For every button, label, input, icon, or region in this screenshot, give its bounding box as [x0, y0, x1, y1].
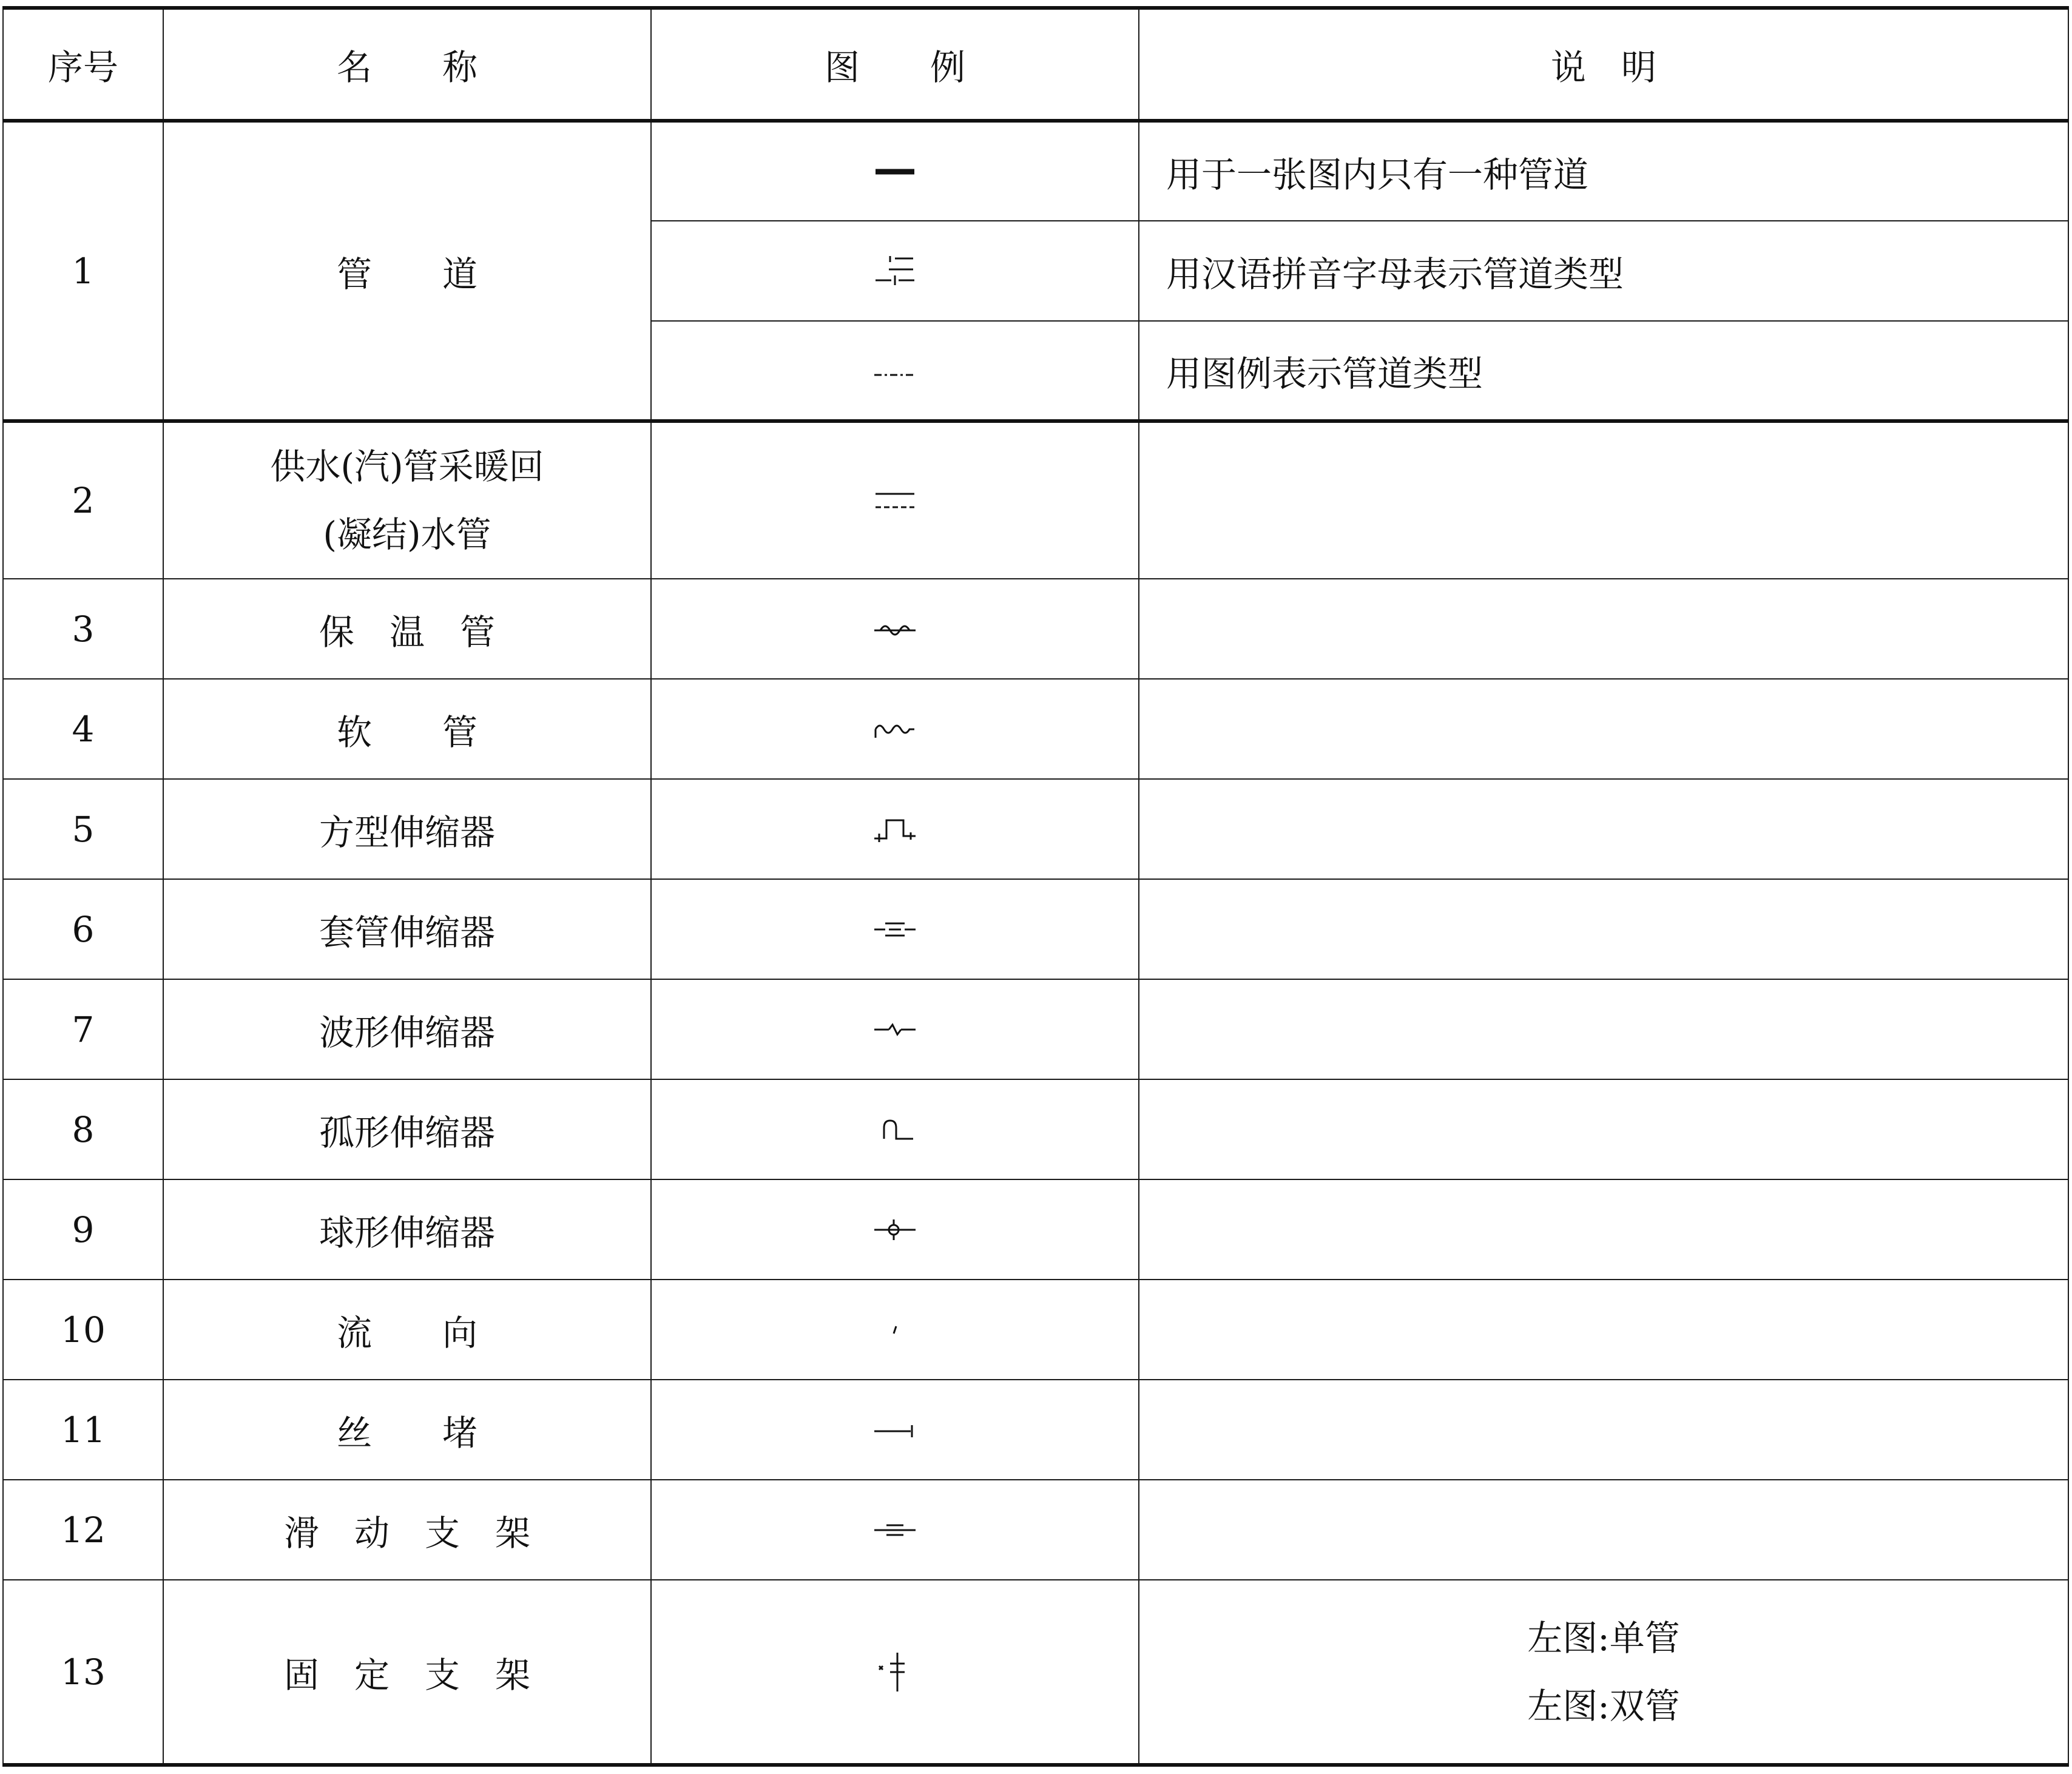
- row-desc: 用于一张图内只有一种管道: [1139, 121, 2068, 221]
- header-desc: 说 明: [1139, 8, 2068, 121]
- table-row: [3, 421, 2068, 579]
- legend-cell: [651, 1580, 1139, 1765]
- insulated-pipe-icon: [871, 617, 919, 641]
- legend-cell: [651, 579, 1139, 679]
- table-row: [3, 879, 2068, 979]
- arc-expansion-joint-icon: [871, 1115, 919, 1145]
- table-row: [3, 121, 2068, 221]
- row-desc-line: 左图:单管: [1527, 1617, 1680, 1659]
- legend-cell: [651, 1079, 1139, 1179]
- legend-cell: [651, 221, 1139, 321]
- solid-line-icon: [871, 163, 919, 181]
- row-desc: [1139, 421, 2068, 579]
- table-row: [3, 1380, 2068, 1480]
- header-legend: 图 例: [651, 8, 1139, 121]
- row-desc: [1139, 1380, 2068, 1480]
- row-seq: 4: [3, 679, 163, 779]
- header-seq: 序号: [3, 8, 163, 121]
- row-name: [163, 421, 651, 579]
- row-name: 方型伸缩器: [163, 779, 651, 879]
- row-name: 孤形伸缩器: [163, 1079, 651, 1179]
- row-seq: 6: [3, 879, 163, 979]
- table-row: [3, 1280, 2068, 1380]
- legend-cell: [651, 121, 1139, 221]
- row-name: 管 道: [163, 121, 651, 421]
- row-seq: 10: [3, 1280, 163, 1380]
- row-name: 滑 动 支 架: [163, 1480, 651, 1580]
- legend-cell: [651, 779, 1139, 879]
- row-name-line: 供水(汽)管采暖回: [270, 446, 544, 487]
- row-name: 保 温 管: [163, 579, 651, 679]
- legend-cell: [651, 321, 1139, 421]
- row-name: 固 定 支 架: [163, 1580, 651, 1765]
- row-name: 球形伸缩器: [163, 1179, 651, 1280]
- legend-cell: [651, 1480, 1139, 1580]
- table-row: [3, 779, 2068, 879]
- row-desc: [1139, 979, 2068, 1079]
- row-desc: [1139, 1480, 2068, 1580]
- fixed-support-icon: [871, 1648, 919, 1696]
- row-name: 软 管: [163, 679, 651, 779]
- table-row: [3, 1480, 2068, 1580]
- legend-cell: [651, 1179, 1139, 1280]
- row-desc: [1139, 1580, 2068, 1765]
- row-desc: [1139, 1079, 2068, 1179]
- legend-cell: [651, 879, 1139, 979]
- row-seq: 5: [3, 779, 163, 879]
- legend-cell: [651, 679, 1139, 779]
- legend-cell: [651, 421, 1139, 579]
- dashed-line-icon: [871, 362, 919, 380]
- table-row: [3, 679, 2068, 779]
- threaded-plug-icon: [871, 1418, 919, 1442]
- table-row: [3, 979, 2068, 1079]
- table-row: [3, 579, 2068, 679]
- row-seq: 3: [3, 579, 163, 679]
- row-desc: [1139, 679, 2068, 779]
- row-name: 丝 堵: [163, 1380, 651, 1480]
- row-desc: [1139, 879, 2068, 979]
- row-desc: 用图例表示管道类型: [1139, 321, 2068, 421]
- row-desc: 用汉语拼音字母表示管道类型: [1139, 221, 2068, 321]
- row-seq: 2: [3, 421, 163, 579]
- sliding-support-icon: [871, 1518, 919, 1542]
- row-desc: [1139, 1179, 2068, 1280]
- header-name: 名 称: [163, 8, 651, 121]
- row-name: 套管伸缩器: [163, 879, 651, 979]
- square-expansion-joint-icon: [871, 814, 919, 845]
- lettered-pipe-icon: [871, 250, 919, 292]
- row-seq: 13: [3, 1580, 163, 1765]
- row-desc-line: 左图:双管: [1527, 1685, 1680, 1727]
- sleeve-expansion-joint-icon: [871, 917, 919, 942]
- supply-return-pipe-icon: [871, 485, 919, 516]
- row-seq: 9: [3, 1179, 163, 1280]
- legend-cell: [651, 1280, 1139, 1380]
- row-seq: 8: [3, 1079, 163, 1179]
- legend-cell: [651, 1380, 1139, 1480]
- row-seq: 7: [3, 979, 163, 1079]
- row-seq: 1: [3, 121, 163, 421]
- table-row: [3, 1179, 2068, 1280]
- row-desc: [1139, 579, 2068, 679]
- row-name: 流 向: [163, 1280, 651, 1380]
- row-desc: [1139, 1280, 2068, 1380]
- flexible-hose-icon: [871, 717, 919, 741]
- bellows-expansion-joint-icon: [871, 1017, 919, 1042]
- table-row: [3, 1580, 2068, 1765]
- table-row: [3, 1079, 2068, 1179]
- row-desc: [1139, 779, 2068, 879]
- row-seq: 12: [3, 1480, 163, 1580]
- row-name: 波形伸缩器: [163, 979, 651, 1079]
- row-name-line: (凝结)水管: [323, 514, 491, 555]
- ball-expansion-joint-icon: [871, 1215, 919, 1245]
- header-row: [3, 8, 2068, 121]
- pipe-legend-table: [2, 6, 2069, 1767]
- row-seq: 11: [3, 1380, 163, 1480]
- flow-direction-icon: [871, 1318, 919, 1342]
- legend-cell: [651, 979, 1139, 1079]
